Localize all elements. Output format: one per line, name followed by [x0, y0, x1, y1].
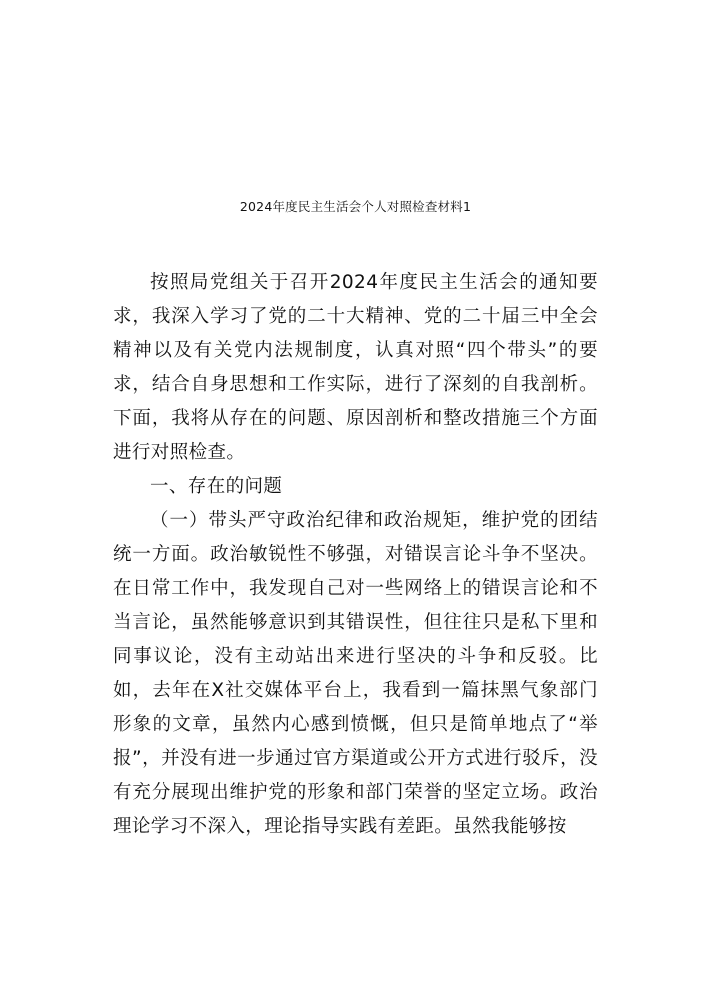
- document-body: [113, 266, 598, 844]
- problem-item-one-paragraph: （一）带头严守政治纪律和政治规矩，维护党的团结统一方面。政治敏锐性不够强，对错误言论斗争不坚决。在日常工作中，我发现自己对一些网络上的错误言论和不当言论，虽然能够意识到其错误性，但往往只是私下里和同事议论，没有主动站出来进行坚决的斗争和反驳。比如，去年在X社交媒体平台上，我看到一篇抹黑气象部门形象的文章，虽然内心感到愤慨，但只是简单地点了“举报”，并没有进一步通过官方渠道或公开方式进行驳斥，没有充分展现出维护党的形象和部门荣誉的坚定立场。政治理论学习不深入，理论指导实践有差距。虽然我能够按: [113, 510, 598, 837]
- document-title: 2024年度民主生活会个人对照检查材料1: [239, 199, 472, 214]
- intro-paragraph: 按照局党组关于召开2024年度民主生活会的通知要求，我深入学习了党的二十大精神、党的二十届三中全会精神以及有关党内法规制度，认真对照“四个带头”的要求，结合自身思想和工作实际，进行了深刻的自我剖析。下面，我将从存在的问题、原因剖析和整改措施三个方面进行对照检查。: [113, 272, 598, 463]
- section-heading-existing-problems: 一、存在的问题: [150, 476, 283, 497]
